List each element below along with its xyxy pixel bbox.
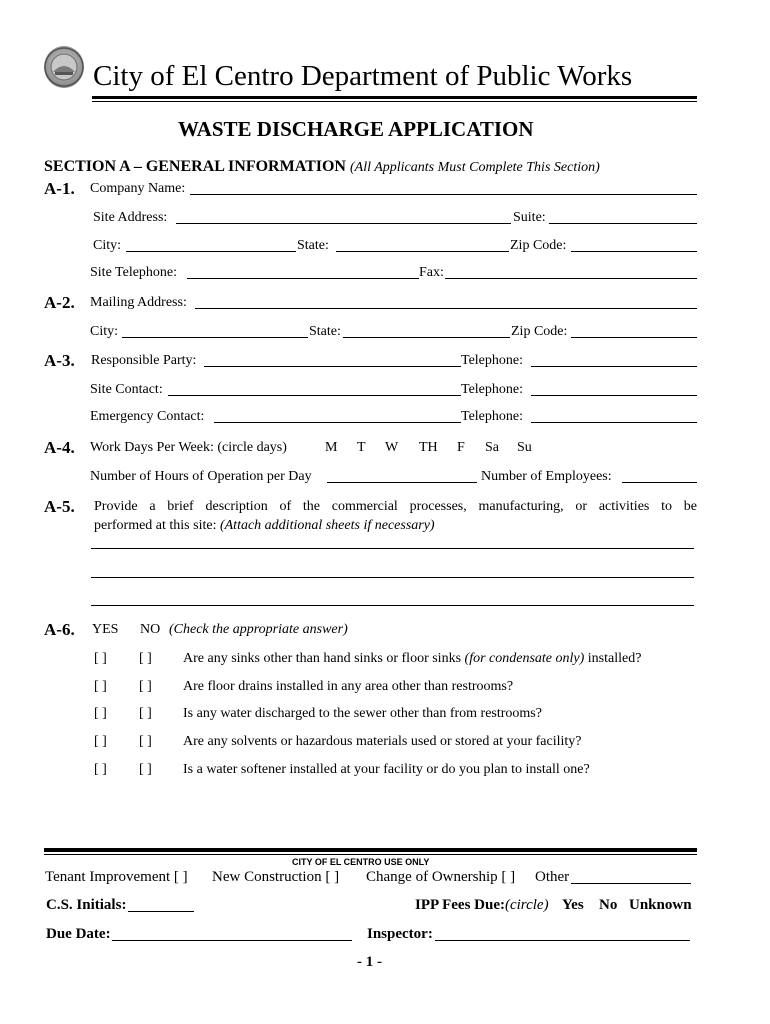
q1-note: (for condensate only) <box>464 651 585 666</box>
question-5: Is a water softener installed at your facility or do you plan to install one? <box>183 762 590 777</box>
site-contact-telephone-field[interactable] <box>531 395 697 396</box>
question-4: Are any solvents or hazardous materials used or stored at your facility? <box>183 734 582 749</box>
emergency-contact-label: Emergency Contact: <box>90 409 205 424</box>
office-divider-thin <box>44 854 697 855</box>
mailing-state-label: State: <box>309 324 341 339</box>
header-rule <box>92 96 697 99</box>
company-name-field[interactable] <box>190 194 697 195</box>
work-days-label: Work Days Per Week: (circle days) <box>90 440 287 455</box>
label-a3: A-3. <box>44 351 75 370</box>
state-field[interactable] <box>336 251 509 252</box>
ipp-circle-note: (circle) <box>504 897 549 913</box>
office-divider <box>44 848 697 852</box>
checkbox-yes[interactable]: [ ] <box>94 651 107 666</box>
checkbox-no[interactable]: [ ] <box>139 734 152 749</box>
site-contact-field[interactable] <box>168 395 461 396</box>
other-field[interactable] <box>571 883 691 884</box>
change-ownership-option[interactable]: Change of Ownership [ ] <box>366 869 516 885</box>
a5-line2-text: performed at this site: <box>94 518 217 533</box>
employees-field[interactable] <box>622 482 697 483</box>
due-date-field[interactable] <box>112 940 352 941</box>
label-a6: A-6. <box>44 620 75 639</box>
a5-description-line2 <box>94 518 435 534</box>
page-title: City of El Centro Department of Public Works <box>93 60 633 92</box>
checkbox-no[interactable]: [ ] <box>139 651 152 666</box>
city-seal-logo <box>44 46 84 88</box>
description-line-2[interactable] <box>91 577 694 578</box>
responsible-party-field[interactable] <box>204 366 461 367</box>
day-option[interactable]: W <box>385 440 399 455</box>
mailing-state-field[interactable] <box>343 337 510 338</box>
due-date-label: Due Date: <box>46 926 111 942</box>
ipp-fees <box>415 897 549 914</box>
day-option[interactable]: TH <box>419 440 438 455</box>
a5-line2-note: (Attach additional sheets if necessary) <box>219 518 435 533</box>
no-column-label: NO <box>140 622 161 637</box>
mailing-zip-label: Zip Code: <box>511 324 568 339</box>
question-1 <box>183 651 641 667</box>
city-label: City: <box>93 238 122 253</box>
label-a5: A-5. <box>44 497 75 516</box>
tenant-improvement-option[interactable]: Tenant Improvement [ ] <box>45 869 188 885</box>
section-note: (All Applicants Must Complete This Section) <box>349 160 600 175</box>
day-option[interactable]: M <box>325 440 338 455</box>
description-line-3[interactable] <box>91 605 694 606</box>
mailing-address-label: Mailing Address: <box>90 295 187 310</box>
day-option[interactable]: T <box>357 440 366 455</box>
label-a2: A-2. <box>44 293 75 312</box>
site-address-field[interactable] <box>176 223 511 224</box>
ipp-yes-option[interactable]: Yes <box>562 897 584 913</box>
cs-initials-label: C.S. Initials: <box>46 897 127 913</box>
checkbox-yes[interactable]: [ ] <box>94 706 107 721</box>
checkbox-yes[interactable]: [ ] <box>94 734 107 749</box>
description-line-1[interactable] <box>91 548 694 549</box>
day-option[interactable]: Sa <box>485 440 499 455</box>
form-title: WASTE DISCHARGE APPLICATION <box>178 117 534 141</box>
label-a4: A-4. <box>44 438 75 457</box>
site-contact-telephone-label: Telephone: <box>461 382 523 397</box>
label-a1: A-1. <box>44 179 75 198</box>
mailing-city-label: City: <box>90 324 119 339</box>
a5-description-line1: Provide a brief description of the commercial processes, manufacturing, or activities to be <box>94 499 697 514</box>
employees-label: Number of Employees: <box>481 469 612 484</box>
inspector-label: Inspector: <box>367 926 433 942</box>
site-address-label: Site Address: <box>93 210 168 225</box>
section-title: SECTION A – GENERAL INFORMATION <box>44 158 346 175</box>
checkbox-yes[interactable]: [ ] <box>94 762 107 777</box>
site-telephone-label: Site Telephone: <box>90 265 178 280</box>
other-option-label: Other <box>535 869 570 885</box>
zip-field[interactable] <box>571 251 697 252</box>
question-3: Is any water discharged to the sewer other than from restrooms? <box>183 706 542 721</box>
mailing-zip-field[interactable] <box>571 337 697 338</box>
section-heading <box>44 158 600 176</box>
office-heading: CITY OF EL CENTRO USE ONLY <box>292 857 430 867</box>
site-telephone-field[interactable] <box>187 278 419 279</box>
fax-label: Fax: <box>419 265 444 280</box>
company-name-label: Company Name: <box>90 181 186 196</box>
responsible-telephone-label: Telephone: <box>461 353 523 368</box>
page-number: - 1 - <box>357 954 382 970</box>
responsible-party-label: Responsible Party: <box>91 353 197 368</box>
suite-label: Suite: <box>513 210 546 225</box>
q1-text: Are any sinks other than hand sinks or floor sinks <box>183 651 462 666</box>
state-label: State: <box>297 238 329 253</box>
cs-initials-field[interactable] <box>128 911 194 912</box>
ipp-unknown-option[interactable]: Unknown <box>629 897 692 913</box>
emergency-telephone-label: Telephone: <box>461 409 523 424</box>
yes-column-label: YES <box>92 622 119 637</box>
emergency-contact-field[interactable] <box>214 422 461 423</box>
day-option[interactable]: Su <box>517 440 532 455</box>
header-rule-thin <box>92 101 697 102</box>
hours-label: Number of Hours of Operation per Day <box>90 469 312 484</box>
checkbox-yes[interactable]: [ ] <box>94 679 107 694</box>
ipp-no-option[interactable]: No <box>599 897 618 913</box>
site-contact-label: Site Contact: <box>90 382 163 397</box>
checkbox-no[interactable]: [ ] <box>139 706 152 721</box>
suite-field[interactable] <box>549 223 697 224</box>
checkbox-no[interactable]: [ ] <box>139 762 152 777</box>
mailing-city-field[interactable] <box>122 337 308 338</box>
zip-label: Zip Code: <box>510 238 567 253</box>
fax-field[interactable] <box>445 278 697 279</box>
day-option[interactable]: F <box>457 440 465 455</box>
ipp-fees-label: IPP Fees Due: <box>415 897 505 913</box>
mailing-address-field[interactable] <box>195 308 697 309</box>
checkbox-no[interactable]: [ ] <box>139 679 152 694</box>
inspector-field[interactable] <box>435 940 690 941</box>
q1-suffix: installed? <box>587 651 642 666</box>
new-construction-option[interactable]: New Construction [ ] <box>212 869 340 885</box>
responsible-telephone-field[interactable] <box>531 366 697 367</box>
question-2: Are floor drains installed in any area other than restrooms? <box>183 679 514 694</box>
hours-field[interactable] <box>327 482 477 483</box>
city-field[interactable] <box>126 251 296 252</box>
emergency-telephone-field[interactable] <box>531 422 697 423</box>
a6-note: (Check the appropriate answer) <box>169 622 348 637</box>
